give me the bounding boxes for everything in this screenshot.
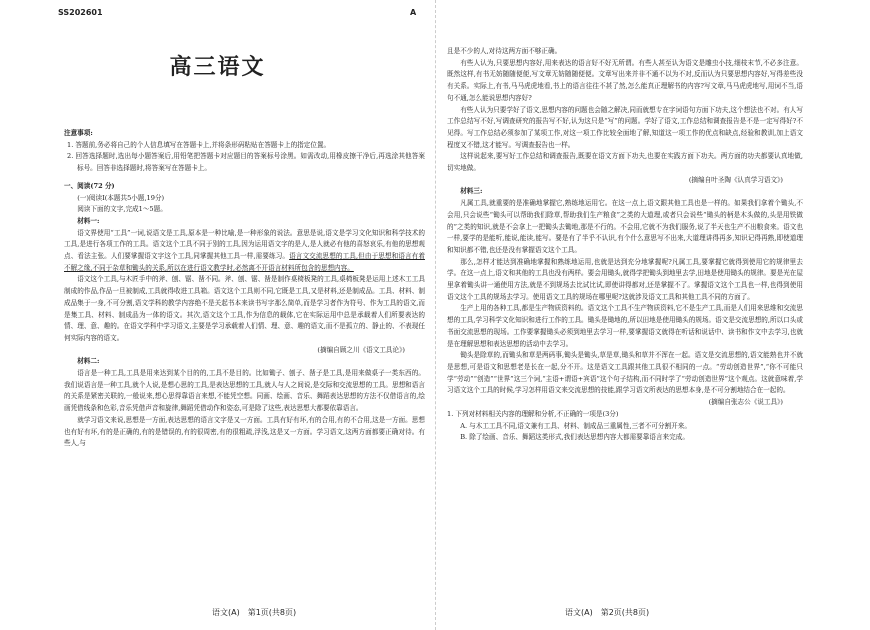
material1-paragraph: 语文这个工具,与木匠手中的斧、刨、锯、凿不同。斧、刨、锯、凿是制作桌椅板凳的工具,桌椅板凳是运用上述木工工具制成的作品,作品一旦被制成,工具就得收进工具箱。语文这个工具则不同,它既是工具,又是材料,还是制成品。工具、材料、制成品集于一身,不可分割,语文学科的教学内容绝不是关起书本来读书写字那么简单,而是学习者作为符号、作为工具的语文,而是集工具、材料、制成品为一体的语文。其次,语文这个工具,作为信息的载体,它在实际运用中总是承载着人们所要表达的情、理、意、趣的。在语文学科中学习语文,主要是学习承载着人们情、理、意、趣的语文,而不是孤立的、静止的、不表现任何实际内容的语文。 xyxy=(64,275,425,342)
material2-paragraph: 就学习语文来说,思想是一方面,表达思想的语言文字是又一方面。工具有好有坏,有的合用,有的不合用,这是一方面。思想也有好有坏,有的是正确的,有的是错误的,有的很周密,有的很粗疏,浮浅,这是又一方面。学习语文,这两方面都要正确对待。有些人,与 xyxy=(64,415,425,448)
material2-paragraph: 有些人认为只要学好了语文,思想内容的问题也会随之解决,同而就想专在字词语句方面下功夫,这个想法也不对。有人写工作总结写不好,写调查研究的报告写不好,认为这只是“写”的问题。学好了语文,工作总结和调查报告是不是一定写得好?不见得。写工作总结必须参加了某项工作,对这一项工作比较全面地了解,知道这一项工作的优点和缺点,经验和教训,加上语文程度又不错,这才能写。写调查报告也一样。 xyxy=(447,105,803,149)
material2-source: (摘编自叶圣陶《认真学习语文》) xyxy=(688,175,783,184)
question-1-option-b: B. 除了绘画、音乐、舞蹈这类形式,我们表达思想内容大都需要靠语言来完成。 xyxy=(460,433,689,442)
page-footer: 语文(A) 第1页(共8页) xyxy=(212,608,297,617)
section-heading: 一、阅读(72 分) xyxy=(64,181,115,190)
left-column xyxy=(64,128,425,450)
page-divider xyxy=(435,0,436,630)
question-1-option-a: A. 与木工工具不同,语文兼有工具、材料、制成品三重属性,三者不可分割开来。 xyxy=(460,421,691,430)
version-label: A xyxy=(410,8,417,17)
material3-paragraph: 凡属工具,就重要的是准确地掌握它,熟练地运用它。在这一点上,语文跟其他工具也是一样的。如果我们拿着个锄头,不会用,只会说些“锄头可以帮助我们除草,帮助我们生产粮食”之类的大道理,或者只会说些“锄头的柄是木头做的,头是用铁做的”之类的知识,就是不会拿上一把锄头去锄地,那是不行的。不会用,它就不为我们服务,说了半天也生产不出粮食来。语文也一样,要学的是能听,能说,能读,能写。要是有了半乎不认识,有个什么意思写不出来,大道理讲得再多,知识记得再熟,即使道理和知识都不错,也还是没有掌握语文这个工具。 xyxy=(447,199,803,254)
material2-label: 材料二: xyxy=(77,357,100,366)
note-item: 1. 答题前,务必将自己的个人信息填写在答题卡上,并将条形码粘贴在答题卡上的指定位置。 xyxy=(67,140,331,149)
material1-text: 语文界使用“工具”一词,说语文是工具,原本是一种比喻,是一种形象的说法。意思是说,语文是学习文化知识和科学技术的工具,是进行各项工作的工具。语文这个工具不同于别的工具,因为运用语文字的是人,是人就必有他的喜怒哀乐,有他的思想观点、看法主张。人们要掌握语文字这个工具,同掌握其他工具一样,需要练习。 xyxy=(64,228,425,261)
page-title: 高三语文 xyxy=(169,54,266,80)
page-footer: 语文(A) 第2页(共8页) xyxy=(565,608,650,617)
material1-label: 材料一: xyxy=(77,216,100,225)
instruction: 阅读下面的文字,完成1～5题。 xyxy=(77,205,167,214)
material3-label: 材料三: xyxy=(460,187,483,196)
material2-paragraph: 语言是一种工具,工具是用来达到某个目的的,工具不是目的。比如锄子、刨子、凿子是工具,是用来做桌子一类东西的。我们说语言是一种工具,就个人说,是想心思的工具,是表达思想的工具,就人与人之间说,是交际和交流思想的工具。思想和语言的关系是紧密关联的,一般说来,想心思得靠语言来想,不能凭空想。同画、绘画、音乐、舞蹈表达思想的方法不仅借语言的,绘画凭借线条和色彩,音乐凭借声音和旋律,舞蹈凭借动作和姿态,可是除了这些,表达思想大都要依靠语言。 xyxy=(64,369,425,413)
material1-paragraph xyxy=(64,228,425,275)
material2-paragraph: 这样说起来,要写好工作总结和调查报告,既要在语文方面下功夫,也要在实践方面下功夫。两方面的功夫都要认真地做,切实地做。 xyxy=(447,152,803,173)
material1-source: (摘编自顾之川《语文工具论》) xyxy=(317,345,405,354)
material1-underlined-text: 语言文交流思想的工具,但由于思想和语言有着不解之缘,不同于杂草和锄头的关系,所以在进行语文教学时,必然离不开语言材料所包含的思想内容。 xyxy=(64,252,425,272)
material3-paragraph: 生产上用的各种工具,都是生产物质资料的。语文这个工具不生产物质资料,它不是生产工具,而是人们用来思维和交流思想的工具,学习科学文化知识和进行工作的工具。锄头是锄地的,所以田地是使用锄头的规场。语文是交流思想的,所以口头或书面交流思想的现场。工作要掌握锄头必须到地里去学习一样,要掌握语文就得在听话和说话中、读书和作文中去学习,也就是在理解思想和表达思想的活动中去学习。 xyxy=(447,304,803,348)
question-1: 1. 下列对材料相关内容的理解和分析,不正确的一项是(3分) xyxy=(447,409,619,418)
doc-code: SS202601 xyxy=(58,8,103,17)
right-column xyxy=(447,46,803,444)
material2-paragraph: 有些人认为,只要思想内容好,用来表达的语言好不好无所谓。有些人甚至认为语文是雕虫小技,细枝末节,不必多注意。既然这样,有书无妨随随便便,写文章无妨随随便便。文章写出来并非不通不以为不对,反而认为只要思想内容好,写得差些没有关系。实际上,有书,马马虎虎地看,书上的语言往往不甚了然,怎么能真正理解书的内容?写文章,马马虎虎地写,用词不当,语句不通,怎么能说思想内容好? xyxy=(447,58,803,102)
note-item: 2. 回答选择题时,选出每小题答案后,用铅笔把答题卡对应题目的答案标号涂黑。如需改动,用橡皮擦干净后,再选涂其他答案标号。回答非选择题时,将答案写在答题卡上。 xyxy=(67,152,425,173)
subsection-heading: (一)阅读Ⅰ(本题共5小题,19分) xyxy=(77,193,165,202)
material2-paragraph: 且是不少的人,对待这两方面不够正确。 xyxy=(447,47,562,55)
page-right xyxy=(435,0,870,630)
notes-heading: 注意事项: xyxy=(64,129,93,137)
material3-paragraph: 锄头是除草的,而锄头和草是两码事,锄头是锄头,草是草,锄头和草并不浑在一起。语文是交流思想的,语文能熟也并不就是思想,可是语文和思想老是长在一起,分不开。这是语文工具跟其他工具很不相同的一点。“劳动创造世界”,“你不可能只学“劳动”“创造”“世界”这三个词,“主语+谓语+宾语”这个句子结构,而不同时学了“劳动创造世界”这个观点。这就意味着,学习语文这个工具的时候,学习怎样用语文来交流思想的技能,跟学习语文所表达的思想本身,是不可分割地结合在一起的。 xyxy=(447,351,803,395)
material3-paragraph: 那么,怎样才能达到准确地掌握和熟练地运用,也就是达到充分地掌握呢?凡属工具,要掌握它就得到使用它的规律里去学。在这一点上,语文和其他的工具也没有两样。要会用锄头,就得学把锄头到地里去学,田地是使用锄头的规律。要是光在屋里拿着锄头讲一通使用方法,就是不到规场去比试比试,即使讲得都对,还是掌握不了。掌握语文这个工具也一样,也得到使用语文这个工具的规场去学习。使用语文工具的规场在哪里呢?这就涉及语文工具和其他工具不同的方面了。 xyxy=(447,257,803,301)
material3-source: (摘编自张志公《说工具》) xyxy=(708,398,783,407)
